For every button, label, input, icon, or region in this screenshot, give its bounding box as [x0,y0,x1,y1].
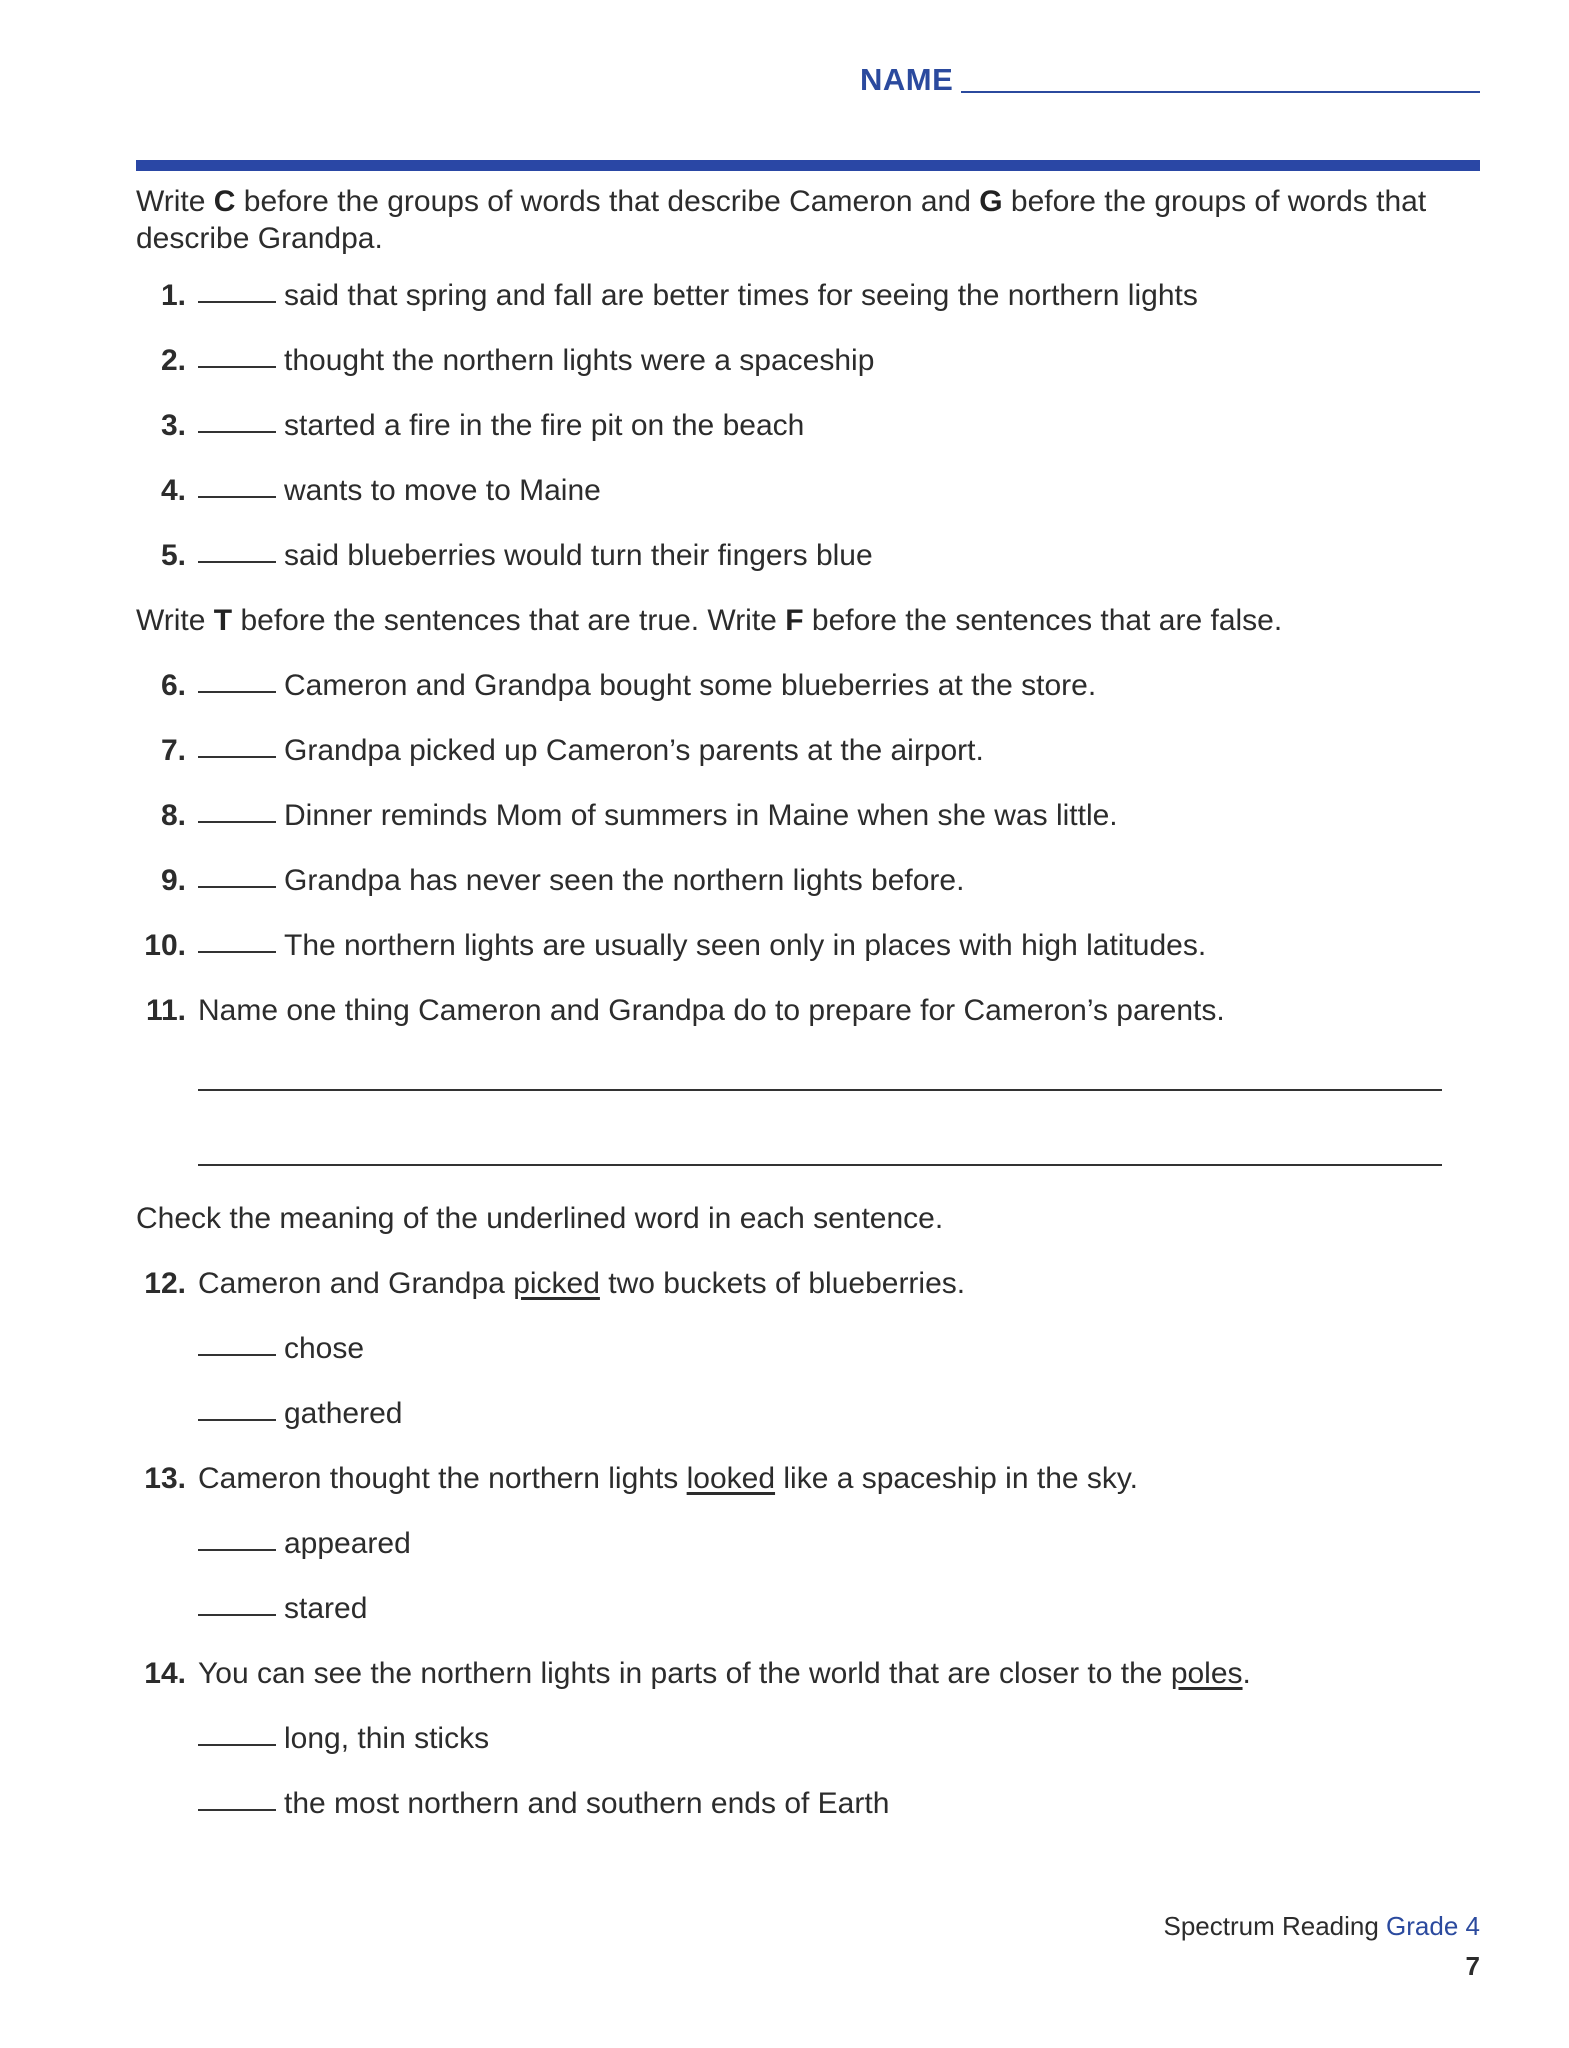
answer-blank[interactable] [198,820,276,823]
question-text: said blueberries would turn their fingers blue [284,539,873,572]
question-10 [136,913,1480,978]
option-gathered [136,1381,1480,1446]
question-number: 12. [144,1267,186,1300]
answer-blank[interactable] [198,690,276,693]
series-title: Spectrum Reading Grade 4 [1163,1911,1480,1941]
question-4 [136,458,1480,523]
answer-blank[interactable] [198,885,276,888]
question-number: 4. [160,474,186,507]
underlined-word: picked [513,1267,600,1300]
option-text: chose [284,1332,365,1365]
page-number: 7 [1465,1951,1480,1981]
question-12 [136,1251,1480,1316]
question-number: 6. [160,669,186,702]
question-9 [136,848,1480,913]
question-text: Dinner reminds Mom of summers in Maine when she was little. [284,799,1118,832]
section1-instructions: Write C before the groups of words that describe Cameron and G before the groups of words that describe Grandpa. [136,185,1427,255]
question-text: Cameron and Grandpa bought some blueberries at the store. [284,669,1097,702]
question-number: 1. [160,279,186,312]
question-8 [136,783,1480,848]
question-7 [136,718,1480,783]
answer-blank[interactable] [198,495,276,498]
header-divider [136,160,1480,171]
option-stared [136,1576,1480,1641]
question-number: 11. [145,994,186,1027]
option-text: appeared [284,1527,411,1560]
question-6 [136,653,1480,718]
question-text: Cameron and Grandpa picked two buckets of blueberries. [198,1267,966,1300]
checkbox-blank[interactable] [198,1743,276,1746]
question-2 [136,328,1480,393]
question-text: You can see the northern lights in parts of the world that are closer to the poles. [198,1657,1251,1690]
grade-label: Grade 4 [1386,1911,1480,1941]
option-ends-of-earth [136,1771,1480,1836]
name-field-row [860,62,1480,98]
question-text: Name one thing Cameron and Grandpa do to prepare for Cameron’s parents. [198,994,1225,1027]
question-number: 2. [160,344,186,377]
question-13 [136,1446,1480,1511]
checkbox-blank[interactable] [198,1418,276,1421]
question-text: Cameron thought the northern lights looked like a spaceship in the sky. [198,1462,1139,1495]
option-text: long, thin sticks [284,1722,490,1755]
question-text: Grandpa picked up Cameron’s parents at the airport. [284,734,984,767]
answer-blank[interactable] [198,755,276,758]
question-1 [136,263,1480,328]
answer-blank[interactable] [198,365,276,368]
page-footer [1163,1906,1480,1986]
question-11 [136,978,1480,1043]
question-3 [136,393,1480,458]
answer-blank[interactable] [198,950,276,953]
option-text: the most northern and southern ends of Earth [284,1787,890,1820]
question-text: said that spring and fall are better times for seeing the northern lights [284,279,1198,312]
option-text: stared [284,1592,368,1625]
question-text: started a fire in the fire pit on the beach [284,409,805,442]
checkbox-blank[interactable] [198,1548,276,1551]
name-label: NAME [860,62,954,97]
question-number: 7. [160,734,186,767]
section3-instructions: Check the meaning of the underlined word in each sentence. [136,1202,944,1235]
option-chose [136,1316,1480,1381]
answer-blank[interactable] [198,560,276,563]
section2-instructions: Write T before the sentences that are true. Write F before the sentences that are false. [136,604,1283,637]
question-5 [136,523,1480,588]
question-number: 9. [160,864,186,897]
worksheet-content [136,183,1480,1836]
question-text: wants to move to Maine [284,474,601,507]
question-number: 13. [144,1462,186,1495]
option-appeared [136,1511,1480,1576]
question-number: 14. [144,1657,186,1690]
underlined-word: poles [1170,1657,1243,1690]
answer-blank[interactable] [198,300,276,303]
question-number: 5. [160,539,186,572]
question-number: 10. [144,929,186,962]
answer-blank[interactable] [198,430,276,433]
name-input-line[interactable] [961,90,1480,93]
question-text: thought the northern lights were a spaceship [284,344,875,377]
checkbox-blank[interactable] [198,1353,276,1356]
question-text: Grandpa has never seen the northern lights before. [284,864,965,897]
checkbox-blank[interactable] [198,1613,276,1616]
option-text: gathered [284,1397,403,1430]
underlined-word: looked [686,1462,776,1495]
question-text: The northern lights are usually seen only in places with high latitudes. [284,929,1207,962]
question-14 [136,1641,1480,1706]
checkbox-blank[interactable] [198,1808,276,1811]
question-number: 3. [160,409,186,442]
option-long-thin-sticks [136,1706,1480,1771]
question-number: 8. [160,799,186,832]
